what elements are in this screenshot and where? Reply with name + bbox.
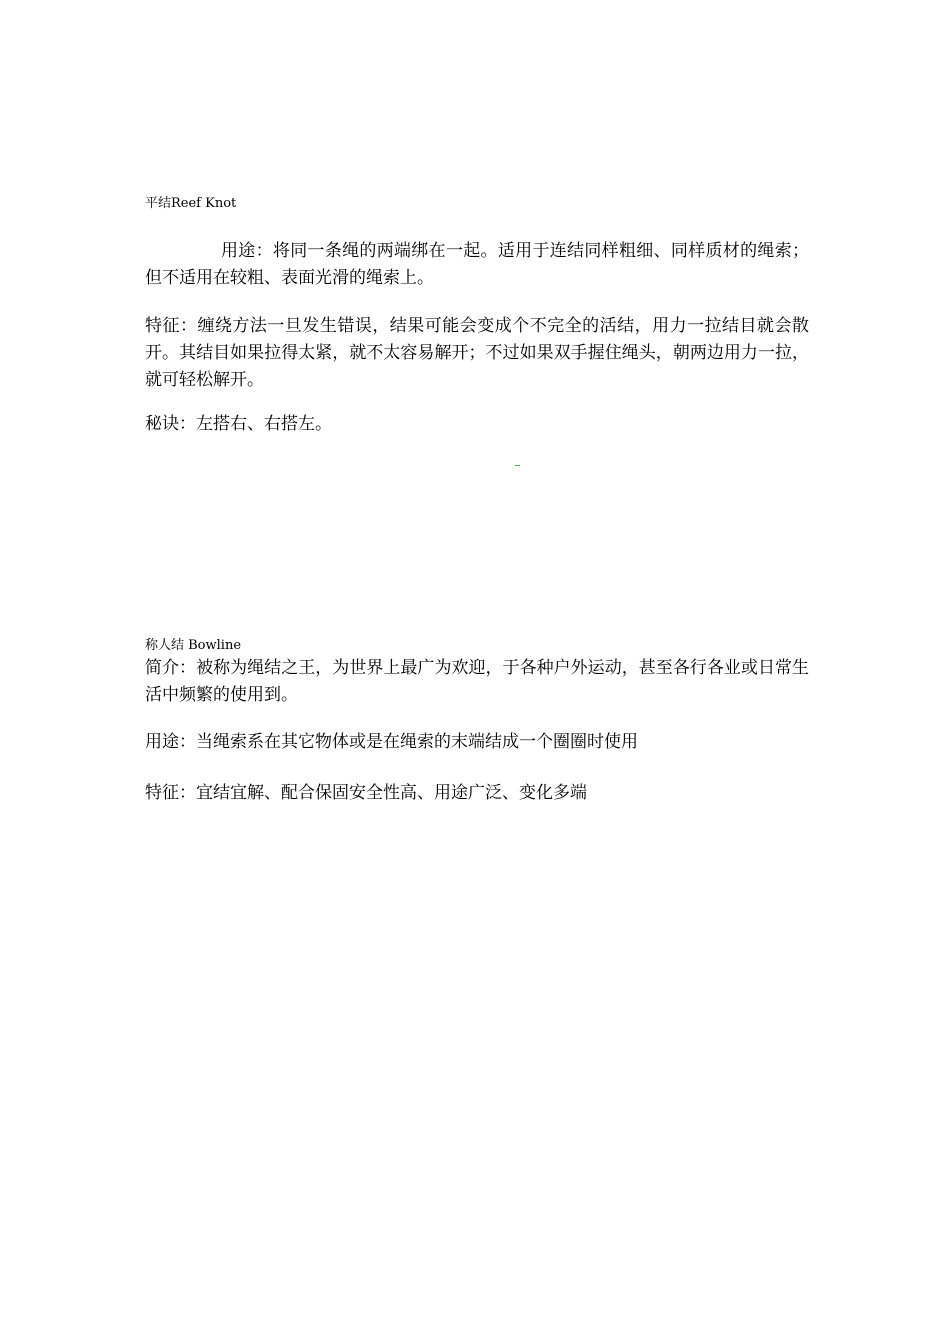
bowline-features: 特征：宜结宜解、配合保固安全性高、用途广泛、变化多端 <box>145 783 587 803</box>
decorative-mark <box>515 465 520 466</box>
reef-knot-features: 特征：缠绕方法一旦发生错误，结果可能会变成个不完全的活结，用力一拉结目就会散开。其结目如果拉得太紧，就不太容易解开；不过如果双手握住绳头，朝两边用力一拉，就可轻松解开。 <box>145 316 809 390</box>
bowline-title: 称人结 Bowline <box>145 638 242 653</box>
reef-knot-tip: 秘诀：左搭右、右搭左。 <box>145 414 332 434</box>
reef-knot-usage: 用途：将同一条绳的两端绑在一起。适用于连结同样粗细、同样质材的绳索；但不适用在较粗、表面光滑的绳索上。 <box>145 241 809 288</box>
bowline-usage: 用途：当绳索系在其它物体或是在绳索的末端结成一个圈圈时使用 <box>145 732 638 752</box>
reef-knot-title: 平结Reef Knot <box>145 196 237 211</box>
bowline-intro: 简介：被称为绳结之王，为世界上最广为欢迎，于各种户外运动，甚至各行各业或日常生活中频繁的使用到。 <box>145 658 809 705</box>
